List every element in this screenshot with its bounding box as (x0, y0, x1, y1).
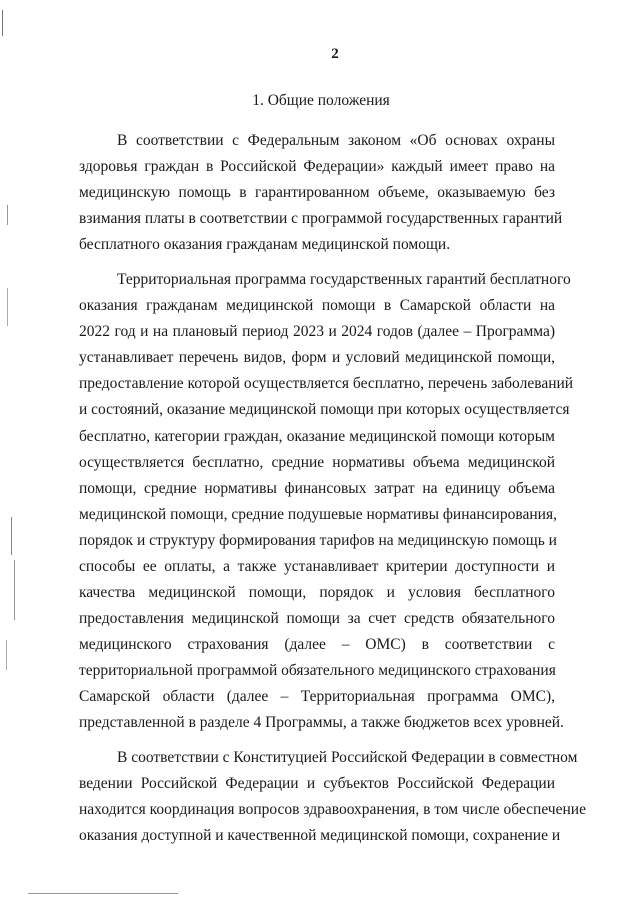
paragraph-3 (79, 745, 586, 849)
text-line: и состояний, оказание медицинской помощи при которых осуществляется (79, 401, 570, 419)
text-line: Территориальная программа государственных гарантий бесплатного (117, 271, 571, 289)
text-line: осуществляется бесплатно, средние нормативы объема медицинской (79, 453, 555, 471)
scan-artifact (11, 517, 12, 555)
paragraph-2 (79, 267, 574, 736)
text-line: территориальной программой обязательного медицинского страхования (79, 661, 556, 679)
text-line: предоставления медицинской помощи за счет средств обязательного (79, 609, 555, 627)
text-line: здоровья граждан в Российской Федерации» каждый имеет право на (79, 158, 555, 176)
text-line: взимания платы в соответствии с программой государственных гарантий (79, 210, 563, 228)
text-line: предоставление которой осуществляется бесплатно, перечень заболеваний (79, 375, 574, 393)
text-line: медицинскую помощь в гарантированном объеме, оказываемую без (79, 184, 555, 202)
text-line: бесплатного оказания гражданам медицинской помощи. (79, 236, 451, 254)
body-text (79, 128, 586, 858)
text-line: 2022 год и на плановый период 2023 и 2024 годов (далее – Программа) (79, 323, 555, 341)
text-line: качества медицинской помощи, порядок и условия бесплатного (79, 583, 555, 601)
text-line: медицинского страхования (далее – ОМС) в соответствии с (79, 635, 555, 653)
text-line: помощи, средние нормативы финансовых затрат на единицу объема (79, 479, 555, 497)
scan-artifact (6, 640, 7, 670)
text-line: устанавливает перечень видов, форм и условий медицинской помощи, (79, 349, 555, 367)
section-title: 1. Общие положения (252, 92, 390, 109)
text-line: оказания доступной и качественной медицинской помощи, сохранение и (79, 827, 561, 845)
paragraph-1 (79, 128, 563, 258)
scan-artifact (14, 560, 15, 620)
scan-artifact (2, 10, 3, 36)
text-line: находится координация вопросов здравоохранения, в том числе обеспечение (79, 801, 586, 819)
scan-artifact (7, 205, 8, 225)
text-line: порядок и структуру формирования тарифов на медицинскую помощь и (79, 531, 557, 549)
text-line: способы ее оплаты, а также устанавливает критерии доступности и (79, 557, 555, 575)
scan-artifact (28, 893, 178, 894)
text-line: представленной в разделе 4 Программы, а также бюджетов всех уровней. (79, 714, 564, 732)
text-line: медицинской помощи, средние подушевые нормативы финансирования, (79, 505, 557, 523)
text-line: Самарской области (далее – Территориальная программа ОМС), (79, 687, 555, 705)
text-line: В соответствии с Федеральным законом «Об основах охраны (117, 132, 555, 149)
page-number: 2 (331, 46, 339, 62)
scan-artifact (7, 288, 8, 326)
text-line: оказания гражданам медицинской помощи в Самарской области на (79, 297, 555, 315)
text-line: бесплатно, категории граждан, оказание медицинской помощи которым (79, 427, 555, 445)
text-line: В соответствии с Конституцией Российской Федерации в совместном (117, 749, 578, 767)
text-line: ведении Российской Федерации и субъектов Российской Федерации (79, 775, 555, 793)
